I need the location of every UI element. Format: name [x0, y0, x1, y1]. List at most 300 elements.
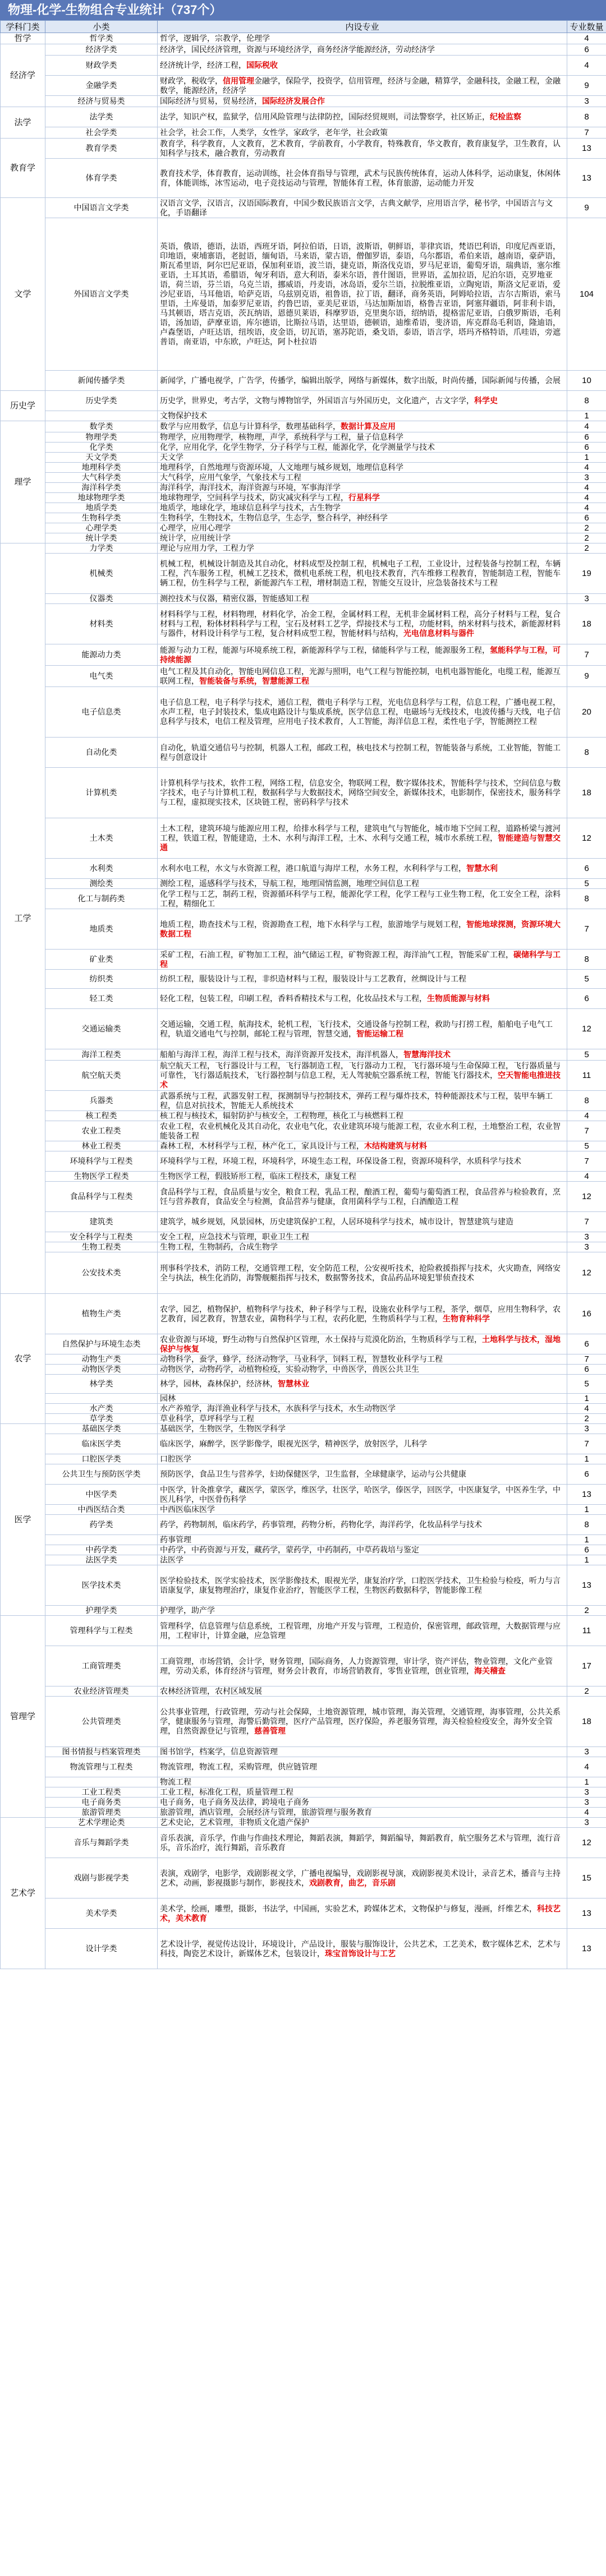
major-text: 物流工程 [160, 1777, 191, 1786]
major-text: 统计学，应用统计学 [160, 533, 231, 542]
majors-cell [158, 483, 567, 493]
majors-cell [158, 1212, 567, 1232]
table-row [1, 970, 606, 989]
major-text: 基础医学，生物医学，生物医学科学 [160, 1424, 286, 1433]
subclass-cell: 化学类 [45, 443, 158, 453]
major-text: 药事管理 [160, 1535, 191, 1544]
count-cell: 4 [567, 503, 606, 513]
count-cell: 8 [567, 950, 606, 970]
header-discipline: 学科门类 [1, 21, 45, 33]
count-cell: 5 [567, 1049, 606, 1061]
table-row [1, 1151, 606, 1172]
table-row [1, 493, 606, 503]
subclass-cell: 体育学类 [45, 159, 158, 198]
majors-cell [158, 1252, 567, 1294]
major-text: 农学，园艺，植物保护，植物科学与技术，种子科学与工程，设施农业科学与工程，茶学，烟草，应用生物科学，农艺教育，园艺教育，智慧农业，菌物科学与工程，农药化肥，生物质科学与工程， [160, 1304, 561, 1323]
majors-cell [158, 644, 567, 666]
table-row [1, 1454, 606, 1464]
new-major-highlight: 生物育种科学 [443, 1314, 490, 1323]
subclass-cell: 中西医结合类 [45, 1505, 158, 1515]
table-row [1, 889, 606, 909]
table-row [1, 1697, 606, 1747]
majors-cell [158, 950, 567, 970]
count-cell: 5 [567, 879, 606, 889]
count-cell: 4 [567, 493, 606, 503]
table-row [1, 391, 606, 411]
new-major-highlight: 海关稽查 [474, 1666, 506, 1675]
count-cell: 7 [567, 909, 606, 950]
table-row [1, 1555, 606, 1565]
major-text: 财政学，税收学， [160, 76, 223, 85]
table-row [1, 1505, 606, 1515]
table-row [1, 1172, 606, 1182]
table-row [1, 687, 606, 738]
count-cell: 12 [567, 1009, 606, 1049]
subclass-cell: 艺术学理论类 [45, 1818, 158, 1828]
subclass-cell: 旅游管理类 [45, 1808, 158, 1818]
major-text: 水利水电工程，水文与水资源工程，港口航道与海岸工程，水务工程，水利科学与工程， [160, 864, 466, 873]
table-row [1, 1242, 606, 1252]
major-text: 电气工程及其自动化，智能电网信息工程，光源与照明，电气工程与智能控制，电机电器智能化，电缆工程，能源互联网工程， [160, 666, 561, 685]
subclass-cell: 新闻传播学类 [45, 371, 158, 391]
major-text: 公共事业管理，行政管理，劳动与社会保障，土地资源管理，城市管理，海关管理，交通管理，海事管理，公共关系学，健康服务与管理，海警后勤管理，医疗产品管理，医疗保险，养老服务管理，海关检验检疫安全，海外安全管理，自然资源登记与管理， [160, 1707, 561, 1735]
major-text: 数学与应用数学，信息与计算科学，数理基础科学， [160, 422, 341, 431]
major-text: 中医学，针灸推拿学，藏医学，蒙医学，维医学，壮医学，哈医学，傣医学，回医学，中医康复学，中医养生学，中医儿科学，中医骨伤科学 [160, 1485, 561, 1504]
table-row [1, 1616, 606, 1646]
major-text: 交通运输，交通工程，航海技术，轮机工程，飞行技术，交通设备与控制工程，救助与打捞工程，船舶电子电气工程，轨道交通电气与控制，邮轮工程与管理，智慧交通， [160, 1019, 553, 1038]
table-row [1, 411, 606, 421]
subclass-cell: 公共卫生与预防医学类 [45, 1464, 158, 1485]
major-text: 材料科学与工程，材料物理，材料化学，冶金工程，金属材料工程，无机非金属材料工程，高分子材料与工程，复合材料与工程，粉体材料科学与工程，宝石及材料工艺学，焊接技术与工程，功能材料，纳米材料与技术，新能源材料与器件，材料设计科学与工程，复合材料成型工程，智能材料与结构， [160, 610, 561, 638]
majors-cell [158, 879, 567, 889]
majors-cell [158, 970, 567, 989]
subclass-cell: 工业工程类 [45, 1787, 158, 1798]
table-row [1, 1404, 606, 1414]
subclass-cell: 金融学类 [45, 76, 158, 96]
subclass-cell: 中医学类 [45, 1485, 158, 1505]
table-row [1, 989, 606, 1009]
table-row [1, 107, 606, 127]
count-cell: 13 [567, 1929, 606, 1969]
table-row [1, 1898, 606, 1929]
subclass-cell: 矿业类 [45, 950, 158, 970]
major-text: 旅游管理，酒店管理，会展经济与管理，旅游管理与服务教育 [160, 1808, 372, 1817]
majors-cell [158, 666, 567, 687]
subclass-cell: 地质类 [45, 909, 158, 950]
count-cell: 4 [567, 1757, 606, 1777]
new-major-highlight: 智慧海洋技术 [403, 1050, 451, 1059]
new-major-highlight: 空天智能电推进技术 [160, 1071, 561, 1089]
major-text: 核工程与核技术，辐射防护与核安全，工程物理，核化工与核燃料工程 [160, 1111, 403, 1120]
major-text: 林学，园林，森林保护，经济林， [160, 1379, 278, 1388]
subclass-cell: 药学类 [45, 1515, 158, 1535]
subclass-cell: 数学类 [45, 421, 158, 432]
table-row [1, 1424, 606, 1434]
count-cell: 3 [567, 473, 606, 483]
count-cell: 6 [567, 513, 606, 523]
subclass-cell: 管理科学与工程类 [45, 1616, 158, 1646]
majors-cell [158, 371, 567, 391]
count-cell: 4 [567, 1111, 606, 1121]
subclass-cell: 兵器类 [45, 1091, 158, 1111]
count-cell: 4 [567, 1404, 606, 1414]
count-cell: 3 [567, 594, 606, 604]
count-cell: 2 [567, 543, 606, 554]
count-cell: 2 [567, 523, 606, 533]
table-row [1, 1232, 606, 1242]
table-row [1, 127, 606, 139]
major-text: 教育技术学，体育教育，运动训练，社会体育指导与管理，武术与民族传统体育，运动人体科学，运动康复，休闲体育，体能训练，冰雪运动，电子竞技运动与管理，智能体育工程，体育旅游，运动能力开发 [160, 168, 561, 187]
header-count: 专业数量 [567, 21, 606, 33]
majors-cell [158, 1545, 567, 1555]
subclass-cell [45, 1394, 158, 1404]
subclass-cell: 生物工程类 [45, 1242, 158, 1252]
new-major-highlight: 珠宝首饰设计与工艺 [325, 1948, 396, 1958]
majors-cell [158, 33, 567, 44]
major-text: 自动化，轨道交通信号与控制，机器人工程，邮政工程，核电技术与控制工程，智能装备与系统，工业智能，智能工程与创意设计 [160, 743, 561, 762]
page-title: 物理-化学-生物组合专业统计（737个） [0, 0, 606, 20]
count-cell: 12 [567, 1828, 606, 1858]
count-cell: 10 [567, 371, 606, 391]
discipline-cell: 医学 [1, 1424, 45, 1616]
major-text: 历史学，世界史，考古学，文物与博物馆学，外国语言与外国历史，文化遗产，古文字学， [160, 396, 474, 405]
table-row [1, 1334, 606, 1354]
major-text: 农业资源与环境，野生动物与自然保护区管理，水土保持与荒漠化防治，生物质科学与工程， [160, 1334, 482, 1344]
major-text: 园林 [160, 1394, 176, 1403]
table-row [1, 1091, 606, 1111]
subclass-cell: 力学类 [45, 543, 158, 554]
count-cell: 3 [567, 1747, 606, 1757]
subclass-cell: 土木类 [45, 818, 158, 859]
majors-cell [158, 432, 567, 443]
majors-cell [158, 1555, 567, 1565]
majors-cell [158, 554, 567, 594]
count-cell: 7 [567, 1212, 606, 1232]
table-row [1, 644, 606, 666]
table-row [1, 1049, 606, 1061]
subclass-cell: 草学类 [45, 1414, 158, 1424]
new-major-highlight: 慈善管理 [254, 1726, 286, 1735]
subclass-cell: 经济学类 [45, 44, 158, 56]
majors-cell [158, 738, 567, 768]
subclass-cell: 轻工类 [45, 989, 158, 1009]
major-text: 经济统计学，经济工程， [160, 61, 246, 70]
major-text: 图书馆学，档案学，信息资源管理 [160, 1747, 278, 1756]
count-cell: 5 [567, 970, 606, 989]
majors-cell [158, 818, 567, 859]
major-text: 船舶与海洋工程，海洋工程与技术，海洋资源开发技术，海洋机器人， [160, 1050, 403, 1059]
count-cell: 104 [567, 218, 606, 371]
subclass-cell: 大气科学类 [45, 473, 158, 483]
new-major-highlight: 智慧林业 [278, 1379, 309, 1388]
header-majors: 内设专业 [158, 21, 567, 33]
major-text: 文物保护技术 [160, 411, 207, 420]
table-row [1, 1414, 606, 1424]
major-text: 轻化工程，包装工程，印刷工程，香料香精技术与工程，化妆品技术与工程， [160, 994, 427, 1003]
major-text: 计算机科学与技术，软件工程，网络工程，信息安全，物联网工程，数字媒体技术，智能科学与技术，空间信息与数字技术，电子与计算机工程，数据科学与大数据技术，网络空间安全，新媒体技术，电影制作，保密技术，服务科学与工程，虚拟现实技术，区块链工程，密码科学与技术 [160, 778, 561, 807]
major-text: 艺术史论，艺术管理，非物质文化遗产保护 [160, 1818, 309, 1827]
discipline-cell: 历史学 [1, 391, 45, 421]
major-text: 药学，药物制剂，临床药学，药事管理，药物分析，药物化学，海洋药学，化妆品科学与技术 [160, 1520, 482, 1529]
major-text: 海洋科学，海洋技术，海洋资源与环境，军事海洋学 [160, 483, 341, 492]
subclass-cell: 海洋科学类 [45, 483, 158, 493]
subclass-cell: 公安技术类 [45, 1252, 158, 1294]
count-cell: 2 [567, 533, 606, 543]
table-row [1, 1798, 606, 1808]
table-row [1, 1485, 606, 1505]
major-text: 草业科学，草坪科学与工程 [160, 1414, 254, 1423]
majors-cell [158, 604, 567, 644]
subclass-cell: 护理学类 [45, 1606, 158, 1616]
majors-cell [158, 76, 567, 96]
subclass-cell: 食品科学与工程类 [45, 1182, 158, 1212]
majors-cell [158, 107, 567, 127]
count-cell: 15 [567, 1858, 606, 1898]
majors-cell [158, 1375, 567, 1394]
major-text: 管理科学，信息管理与信息系统，工程管理，房地产开发与管理，工程造价，保密管理，邮政管理，大数据管理与应用，工程审计，计算金融，应急管理 [160, 1621, 561, 1640]
new-major-highlight: 国际税收 [246, 61, 278, 70]
major-text: 理论与应用力学，工程力学 [160, 543, 254, 552]
subclass-cell: 电子信息类 [45, 687, 158, 738]
count-cell: 5 [567, 1141, 606, 1151]
majors-cell [158, 1141, 567, 1151]
major-text: 中西医临床医学 [160, 1505, 215, 1514]
major-text: 森林工程，木材科学与工程，林产化工，家具设计与工程， [160, 1141, 364, 1150]
majors-cell [158, 687, 567, 738]
table-row [1, 1294, 606, 1334]
count-cell: 8 [567, 1515, 606, 1535]
majors-cell [158, 443, 567, 453]
subclass-cell: 公共管理类 [45, 1697, 158, 1747]
count-cell: 18 [567, 1697, 606, 1747]
count-cell: 3 [567, 1424, 606, 1434]
count-cell: 13 [567, 139, 606, 159]
new-major-highlight: 氢能科学与工程，可持续能源 [160, 645, 561, 664]
new-major-highlight: 纪检监察 [490, 112, 521, 121]
major-text: 安全工程，应急技术与管理，职业卫生工程 [160, 1232, 309, 1241]
discipline-cell: 理学 [1, 421, 45, 543]
majors-cell [158, 1151, 567, 1172]
major-text: 中药学，中药资源与开发，藏药学，蒙药学，中药制药，中草药栽培与鉴定 [160, 1545, 419, 1554]
major-text: 天文学 [160, 453, 183, 462]
major-text: 环境科学与工程，环境工程，环境科学，环境生态工程，环保设备工程，资源环境科学，水质科学与技术 [160, 1156, 521, 1165]
table-row [1, 543, 606, 554]
major-text: 食品科学与工程，食品质量与安全，粮食工程，乳品工程，酿酒工程，葡萄与葡萄酒工程，食品营养与检验教育，烹饪与营养教育，食品安全与检测，食品营养与健康，食用菌科学与工程，白酒酿造工程 [160, 1187, 561, 1206]
count-cell: 7 [567, 1151, 606, 1172]
subclass-cell: 植物生产类 [45, 1294, 158, 1334]
majors-cell [158, 1787, 567, 1798]
majors-cell [158, 889, 567, 909]
table-row [1, 523, 606, 533]
subclass-cell: 自动化类 [45, 738, 158, 768]
majors-cell [158, 96, 567, 107]
count-cell: 17 [567, 1646, 606, 1686]
count-cell: 4 [567, 1808, 606, 1818]
majors-cell [158, 1747, 567, 1757]
table-row [1, 1354, 606, 1365]
count-cell: 3 [567, 1787, 606, 1798]
majors-cell [158, 1354, 567, 1365]
major-text: 地质学，地球化学，地球信息科学与技术，古生物学 [160, 503, 341, 512]
subclass-cell: 生物科学类 [45, 513, 158, 523]
major-text: 预防医学，食品卫生与营养学，妇幼保健医学，卫生监督，全球健康学，运动与公共健康 [160, 1469, 466, 1478]
table-row [1, 738, 606, 768]
majors-cell [158, 1242, 567, 1252]
table-row [1, 1182, 606, 1212]
count-cell: 12 [567, 1182, 606, 1212]
major-text: 心理学，应用心理学 [160, 523, 231, 532]
major-text: 大气科学，应用气象学，气象技术与工程 [160, 473, 301, 482]
subclass-cell: 纺织类 [45, 970, 158, 989]
count-cell: 7 [567, 127, 606, 139]
majors-cell [158, 1111, 567, 1121]
major-text: 化学，应用化学，化学生物学，分子科学与工程，能源化学，化学测量学与技术 [160, 443, 435, 451]
new-major-highlight: 科技艺术，美术教育 [160, 1904, 561, 1923]
table-row [1, 56, 606, 76]
subclass-cell: 交通运输类 [45, 1009, 158, 1049]
majors-cell [158, 1616, 567, 1646]
majors-cell [158, 1365, 567, 1375]
count-cell: 7 [567, 644, 606, 666]
table-row [1, 473, 606, 483]
major-text: 化学工程与工艺，制药工程，资源循环科学与工程，能源化学工程，化学工程与工业生物工程，化工安全工程，涂料工程，精细化工 [160, 889, 561, 908]
new-major-highlight: 木结构建筑与材料 [364, 1141, 427, 1150]
subclass-cell: 核工程类 [45, 1111, 158, 1121]
count-cell: 19 [567, 554, 606, 594]
subclass-cell: 农业经济管理类 [45, 1686, 158, 1697]
major-text: 工业工程，标准化工程，质量管理工程 [160, 1787, 293, 1796]
count-cell: 6 [567, 44, 606, 56]
subclass-cell: 海洋工程类 [45, 1049, 158, 1061]
table-header-row [1, 21, 606, 33]
majors-table [0, 20, 606, 1969]
subclass-cell [45, 411, 158, 421]
table-row [1, 950, 606, 970]
count-cell: 20 [567, 687, 606, 738]
majors-cell [158, 503, 567, 513]
count-cell: 3 [567, 1818, 606, 1828]
major-text: 音乐表演，音乐学，作曲与作曲技术理论，舞蹈表演，舞蹈学，舞蹈编导，舞蹈教育，航空服务艺术与管理，流行音乐，音乐治疗，流行舞蹈，音乐教育 [160, 1833, 561, 1852]
table-row [1, 859, 606, 879]
majors-cell [158, 1646, 567, 1686]
new-major-highlight: 智能地球探测，资源环境大数据工程 [160, 919, 561, 938]
count-cell: 4 [567, 483, 606, 493]
new-major-highlight: 智能建造与智慧交通 [160, 833, 561, 852]
count-cell: 8 [567, 107, 606, 127]
major-text: 新闻学，广播电视学，广告学，传播学，编辑出版学，网络与新媒体，数字出版，时尚传播，国际新闻与传播，会展 [160, 376, 561, 385]
majors-cell [158, 1334, 567, 1354]
count-cell: 6 [567, 1365, 606, 1375]
discipline-cell: 文学 [1, 198, 45, 391]
discipline-cell: 教育学 [1, 139, 45, 198]
majors-cell [158, 1121, 567, 1141]
majors-cell [158, 1464, 567, 1485]
count-cell: 1 [567, 1505, 606, 1515]
new-major-highlight: 土地科学与技术，湿地保护与恢复 [160, 1334, 561, 1353]
majors-cell [158, 411, 567, 421]
count-cell: 3 [567, 96, 606, 107]
majors-cell [158, 1294, 567, 1334]
count-cell: 4 [567, 463, 606, 473]
table-row [1, 33, 606, 44]
subclass-cell: 自然保护与环境生态类 [45, 1334, 158, 1354]
subclass-cell: 设计学类 [45, 1929, 158, 1969]
majors-cell [158, 1009, 567, 1049]
table-row [1, 1212, 606, 1232]
major-text: 动物科学，蚕学，蜂学，经济动物学，马业科学，饲料工程，智慧牧业科学与工程 [160, 1354, 443, 1363]
majors-cell [158, 1697, 567, 1747]
subclass-cell: 物理学类 [45, 432, 158, 443]
major-text: 采矿工程，石油工程，矿物加工工程，油气储运工程，矿物资源工程，海洋油气工程，智能采矿工程， [160, 950, 513, 959]
table-row [1, 1365, 606, 1375]
major-text: 汉语言文学，汉语言，汉语国际教育，中国少数民族语言文学，古典文献学，应用语言学，秘书学，中国语言与文化，手语翻译 [160, 198, 553, 217]
table-row [1, 909, 606, 950]
subclass-cell: 化工与制药类 [45, 889, 158, 909]
count-cell: 12 [567, 1252, 606, 1294]
major-text: 地质工程，勘查技术与工程，资源勘查工程，地下水科学与工程，旅游地学与规划工程， [160, 919, 466, 929]
subclass-cell: 地理科学类 [45, 463, 158, 473]
count-cell: 6 [567, 443, 606, 453]
major-text: 农业工程，农业机械化及其自动化，农业电气化，农业建筑环境与能源工程，农业水利工程，土地整治工程，农业智能装备工程 [160, 1121, 561, 1140]
subclass-cell: 机械类 [45, 554, 158, 594]
major-text: 能源与动力工程，能源与环境系统工程，新能源科学与工程，储能科学与工程，能源服务工程， [160, 645, 490, 655]
count-cell: 6 [567, 859, 606, 879]
count-cell: 13 [567, 159, 606, 198]
table-row [1, 1545, 606, 1555]
table-row [1, 1808, 606, 1818]
subclass-cell: 农业工程类 [45, 1121, 158, 1141]
count-cell: 7 [567, 1434, 606, 1454]
major-text: 工商管理，市场营销，会计学，财务管理，国际商务，人力资源管理，审计学，资产评估，物业管理，文化产业管理，劳动关系，体育经济与管理，财务会计教育，市场营销教育，零售业管理，创业管理， [160, 1656, 553, 1675]
major-text: 农林经济管理，农村区域发展 [160, 1686, 262, 1695]
subclass-cell: 林业工程类 [45, 1141, 158, 1151]
table-row [1, 1858, 606, 1898]
count-cell: 7 [567, 1121, 606, 1141]
major-text: 地球物理学，空间科学与技术，防灾减灾科学与工程， [160, 493, 348, 502]
table-row [1, 139, 606, 159]
majors-cell [158, 139, 567, 159]
table-row [1, 1777, 606, 1787]
major-text: 动物医学，动物药学，动植物检疫，实验动物学，中兽医学，兽医公共卫生 [160, 1365, 419, 1374]
majors-cell [158, 523, 567, 533]
table-row [1, 1141, 606, 1151]
table-row [1, 76, 606, 96]
new-major-highlight: 国际经济发展合作 [262, 96, 325, 105]
count-cell: 8 [567, 1091, 606, 1111]
majors-cell [158, 1858, 567, 1898]
major-text: 物理学，应用物理学，核物理，声学，系统科学与工程，量子信息科学 [160, 432, 403, 441]
count-cell: 1 [567, 453, 606, 463]
table-row [1, 533, 606, 543]
majors-cell [158, 44, 567, 56]
major-text: 水产养殖学，海洋渔业科学与技术，水族科学与技术，水生动物医学 [160, 1404, 396, 1413]
count-cell: 13 [567, 1565, 606, 1606]
subclass-cell: 美术学类 [45, 1898, 158, 1929]
major-text: 美术学，绘画，雕塑，摄影，书法学，中国画，实验艺术，跨媒体艺术，文物保护与修复，漫画，纤维艺术， [160, 1904, 537, 1913]
subclass-cell: 动物生产类 [45, 1354, 158, 1365]
major-text: 艺术设计学，视觉传达设计，环境设计，产品设计，服装与服饰设计，公共艺术，工艺美术，数字媒体艺术，艺术与科技，陶瓷艺术设计，新媒体艺术，包装设计， [160, 1939, 561, 1958]
major-text: 武器系统与工程，武器发射工程，探测制导与控制技术，弹药工程与爆炸技术，特种能源技术与工程，装甲车辆工程，信息对抗技术，智能无人系统技术 [160, 1091, 553, 1110]
count-cell: 7 [567, 1354, 606, 1365]
table-row [1, 198, 606, 218]
majors-cell [158, 198, 567, 218]
major-text: 口腔医学 [160, 1454, 191, 1463]
subclass-cell: 历史学类 [45, 391, 158, 411]
subclass-cell: 哲学类 [45, 33, 158, 44]
table-row [1, 1646, 606, 1686]
count-cell: 1 [567, 1777, 606, 1787]
new-major-highlight: 光电信息材料与器件 [403, 629, 474, 638]
